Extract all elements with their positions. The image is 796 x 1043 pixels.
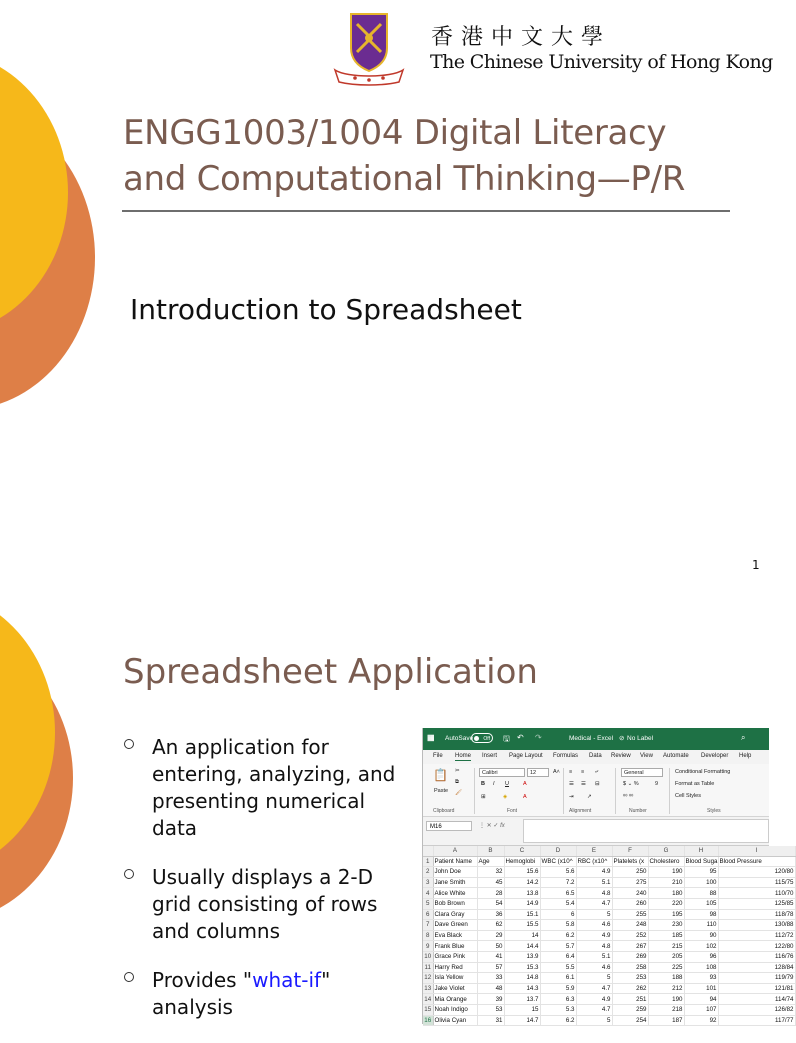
column-header[interactable]: G: [648, 846, 684, 856]
table-row: [423, 973, 795, 984]
tab-file[interactable]: File: [433, 753, 443, 759]
cell[interactable]: 15.1: [504, 909, 540, 920]
bullet-text: An application for entering, analyzing, and presenting numerical data: [152, 735, 396, 840]
cell[interactable]: Patient Name: [433, 856, 477, 867]
cell[interactable]: 4.7: [576, 1004, 612, 1015]
bold-button[interactable]: B: [481, 781, 485, 787]
row-header[interactable]: 13: [424, 985, 432, 993]
align-left-icon[interactable]: ☰: [569, 781, 574, 787]
cell[interactable]: 4.6: [576, 962, 612, 973]
cell[interactable]: 5.1: [576, 877, 612, 888]
cell[interactable]: 220: [648, 898, 684, 909]
row-header[interactable]: 16: [424, 1016, 432, 1024]
cell[interactable]: 248: [612, 920, 648, 931]
bullet-circle-icon: [124, 739, 134, 749]
tab-insert[interactable]: Insert: [482, 753, 498, 759]
cell[interactable]: 251: [612, 994, 648, 1005]
tab-formulas[interactable]: Formulas: [553, 753, 579, 759]
cell[interactable]: 98: [684, 909, 718, 920]
column-header[interactable]: F: [612, 846, 648, 856]
cell[interactable]: Age: [477, 856, 504, 867]
cell[interactable]: 5.7: [540, 941, 576, 952]
row-header[interactable]: 15: [424, 1006, 432, 1014]
slide-spreadsheet-application: [0, 578, 794, 1024]
tab-data[interactable]: Data: [589, 753, 602, 759]
cell[interactable]: 101: [684, 983, 718, 994]
cell[interactable]: 112/72: [718, 930, 795, 941]
ribbon-tabs: [423, 750, 769, 764]
save-icon[interactable]: 🖫: [503, 734, 510, 743]
cell[interactable]: 258: [612, 962, 648, 973]
cell[interactable]: 107: [684, 1004, 718, 1015]
cell[interactable]: 5: [576, 909, 612, 920]
format-painter-icon[interactable]: 🖌: [455, 790, 462, 796]
column-header-row: [423, 846, 795, 856]
cell[interactable]: 13.8: [504, 888, 540, 899]
row-header[interactable]: 12: [424, 974, 432, 982]
cell[interactable]: 188: [648, 973, 684, 984]
cell[interactable]: 110/70: [718, 888, 795, 899]
cell[interactable]: 118/78: [718, 909, 795, 920]
cell[interactable]: Mia Orange: [433, 994, 477, 1005]
cell[interactable]: 4.7: [576, 983, 612, 994]
paste-button[interactable]: Paste: [434, 788, 449, 794]
cell[interactable]: 185: [648, 930, 684, 941]
cell[interactable]: 96: [684, 951, 718, 962]
cell[interactable]: 5.4: [540, 898, 576, 909]
cell[interactable]: Blood Pressure: [718, 856, 795, 867]
table-row: [423, 867, 795, 878]
cell[interactable]: 117/77: [718, 1015, 795, 1026]
fill-color-icon[interactable]: ◈: [503, 794, 508, 800]
formula-input[interactable]: [523, 819, 769, 843]
cell[interactable]: 122/80: [718, 941, 795, 952]
column-header[interactable]: D: [540, 846, 576, 856]
indent-icon[interactable]: ⇥: [569, 794, 574, 800]
table-row: [423, 994, 795, 1005]
cell[interactable]: 210: [648, 877, 684, 888]
bullet-item: [124, 864, 414, 945]
cell[interactable]: 105: [684, 898, 718, 909]
cell[interactable]: 39: [477, 994, 504, 1005]
cell[interactable]: 14.2: [504, 877, 540, 888]
tab-page-layout[interactable]: Page Layout: [509, 753, 543, 759]
page-number: 1: [752, 558, 760, 572]
university-crest-icon: [333, 12, 405, 84]
name-box[interactable]: M16: [426, 821, 472, 831]
cell[interactable]: 180: [648, 888, 684, 899]
number-format-select[interactable]: General: [621, 768, 663, 777]
table-row: [423, 1015, 795, 1026]
cell[interactable]: 14.3: [504, 983, 540, 994]
cell[interactable]: 93: [684, 973, 718, 984]
tab-home[interactable]: Home: [455, 753, 472, 759]
table-row: [423, 983, 795, 994]
bullet-text-suffix: " analysis: [152, 968, 331, 1019]
row-header[interactable]: 2: [423, 867, 433, 878]
table-row: [423, 909, 795, 920]
cell[interactable]: Alice White: [433, 888, 477, 899]
what-if-highlight: what-if: [252, 968, 322, 992]
cell[interactable]: 100: [684, 877, 718, 888]
column-header[interactable]: B: [477, 846, 504, 856]
cell[interactable]: 15.5: [504, 920, 540, 931]
cell[interactable]: 130/88: [718, 920, 795, 931]
cell[interactable]: 115/75: [718, 877, 795, 888]
bullet-text-prefix: Provides ": [152, 968, 253, 992]
cell[interactable]: 116/76: [718, 951, 795, 962]
cell[interactable]: 14.8: [504, 973, 540, 984]
row-header[interactable]: 4: [423, 888, 433, 899]
column-header[interactable]: E: [576, 846, 612, 856]
table-row: [423, 951, 795, 962]
cell[interactable]: 13.9: [504, 951, 540, 962]
cut-icon[interactable]: ✂: [455, 768, 460, 774]
cell[interactable]: 119/79: [718, 973, 795, 984]
cell[interactable]: 5.1: [576, 951, 612, 962]
cell[interactable]: 88: [684, 888, 718, 899]
table-row: [423, 1004, 795, 1015]
formula-icons: ⋮ ✕ ✓ fx: [479, 823, 505, 829]
title-divider: [122, 210, 730, 212]
cell[interactable]: 5: [576, 973, 612, 984]
wrap-text-icon[interactable]: ⤶: [595, 769, 599, 775]
undo-icon[interactable]: ↶: [517, 733, 524, 742]
autosave-toggle[interactable]: Off: [471, 733, 493, 743]
cell[interactable]: Hemoglobi: [504, 856, 540, 867]
cell[interactable]: 4.9: [576, 867, 612, 878]
excel-logo-icon: ▦: [427, 733, 435, 742]
cell[interactable]: 94: [684, 994, 718, 1005]
cell[interactable]: 205: [648, 951, 684, 962]
row-header[interactable]: 1: [423, 856, 433, 867]
column-header[interactable]: H: [684, 846, 718, 856]
bullet-list: [124, 734, 414, 1043]
page-title: [123, 110, 733, 202]
select-all-corner[interactable]: [423, 846, 433, 856]
cell[interactable]: 262: [612, 983, 648, 994]
align-center-icon[interactable]: ☰: [581, 781, 586, 787]
cell[interactable]: 4.9: [576, 930, 612, 941]
cell[interactable]: 5.9: [540, 983, 576, 994]
font-name-select[interactable]: Calibri: [479, 768, 525, 777]
cell[interactable]: 252: [612, 930, 648, 941]
cell[interactable]: 125/85: [718, 898, 795, 909]
cell[interactable]: RBC (x10^: [576, 856, 612, 867]
table-row: [423, 898, 795, 909]
bullet-text: Usually displays a 2-D grid consisting of rows and columns: [152, 865, 378, 943]
cell[interactable]: 6.5: [540, 888, 576, 899]
cell[interactable]: 250: [612, 867, 648, 878]
cell[interactable]: 5.3: [540, 1004, 576, 1015]
font-color-icon[interactable]: A: [523, 781, 527, 787]
slide-subtitle: Introduction to Spreadsheet: [130, 293, 522, 326]
cell[interactable]: 4.9: [576, 994, 612, 1005]
row-header[interactable]: 11: [423, 962, 433, 973]
cell[interactable]: 7.2: [540, 877, 576, 888]
cell[interactable]: 5.5: [540, 962, 576, 973]
cell[interactable]: 62: [477, 920, 504, 931]
cell[interactable]: 187: [648, 1015, 684, 1026]
cell[interactable]: 275: [612, 877, 648, 888]
cell[interactable]: Bob Brown: [433, 898, 477, 909]
search-icon[interactable]: ⌕: [741, 733, 746, 742]
orientation-icon[interactable]: ↗: [587, 794, 592, 800]
tab-review[interactable]: Review: [611, 753, 631, 759]
cell[interactable]: 102: [684, 941, 718, 952]
cell[interactable]: 6.3: [540, 994, 576, 1005]
cell[interactable]: 14.9: [504, 898, 540, 909]
row-header[interactable]: 7: [423, 920, 433, 931]
bullet-item: [124, 734, 414, 842]
cell[interactable]: Platelets (x: [612, 856, 648, 867]
cell[interactable]: Cholestero: [648, 856, 684, 867]
table-row: [423, 920, 795, 931]
cell[interactable]: 29: [477, 930, 504, 941]
cell[interactable]: Jane Smith: [433, 877, 477, 888]
tab-automate[interactable]: Automate: [663, 753, 689, 759]
align-middle-icon[interactable]: ≡: [581, 769, 585, 775]
cell[interactable]: 6.2: [540, 1015, 576, 1026]
group-label-number: Number: [629, 808, 647, 814]
cell[interactable]: 259: [612, 1004, 648, 1015]
cell[interactable]: 5.8: [540, 920, 576, 931]
font-size-select[interactable]: 12: [527, 768, 549, 777]
cell[interactable]: 225: [648, 962, 684, 973]
cell[interactable]: 14.7: [504, 1015, 540, 1026]
cell[interactable]: 31: [477, 1015, 504, 1026]
cell[interactable]: 5.6: [540, 867, 576, 878]
table-row: [423, 962, 795, 973]
cell[interactable]: 254: [612, 1015, 648, 1026]
row-header[interactable]: 5: [423, 898, 433, 909]
slide-title-heading: Spreadsheet Application: [123, 652, 538, 692]
table-row: [423, 930, 795, 941]
tab-help[interactable]: Help: [739, 753, 752, 759]
autosave-label: AutoSave: [445, 735, 474, 742]
excel-screenshot: [422, 728, 794, 1024]
group-label-clipboard: Clipboard: [433, 808, 455, 814]
cell[interactable]: Grace Pink: [433, 951, 477, 962]
cell[interactable]: 32: [477, 867, 504, 878]
cell[interactable]: Isla Yellow: [433, 973, 477, 984]
cell[interactable]: 90: [684, 930, 718, 941]
cell[interactable]: 15: [504, 1004, 540, 1015]
worksheet-grid[interactable]: [423, 845, 794, 1026]
italic-button[interactable]: I: [493, 781, 495, 787]
cell[interactable]: 218: [648, 1004, 684, 1015]
row-header[interactable]: 8: [423, 930, 433, 941]
column-header[interactable]: A: [433, 846, 477, 856]
cell[interactable]: Frank Blue: [433, 941, 477, 952]
cell[interactable]: 4.6: [576, 920, 612, 931]
cell[interactable]: 230: [648, 920, 684, 931]
university-name-chinese: 香港中文大學: [431, 25, 612, 50]
cell[interactable]: 33: [477, 973, 504, 984]
row-header[interactable]: 14: [424, 995, 432, 1003]
university-name-english: The Chinese University of Hong Kong: [430, 51, 773, 73]
table-row: [423, 888, 795, 899]
tab-developer[interactable]: Developer: [701, 753, 729, 759]
worksheet-table: [423, 846, 796, 1026]
file-title: Medical - Excel: [569, 735, 614, 742]
table-row: [423, 856, 795, 867]
sensitivity-label[interactable]: No Label: [627, 735, 654, 742]
cell[interactable]: 53: [477, 1004, 504, 1015]
cell[interactable]: Olivia Cyan: [433, 1015, 477, 1026]
cell[interactable]: Eva Black: [433, 930, 477, 941]
fx-icon[interactable]: fx: [500, 823, 505, 829]
row-header[interactable]: 6: [423, 909, 433, 920]
ribbon-home: [423, 764, 769, 817]
cell[interactable]: 215: [648, 941, 684, 952]
group-label-font: Font: [507, 808, 518, 814]
cell[interactable]: 255: [612, 909, 648, 920]
cell[interactable]: 108: [684, 962, 718, 973]
cell[interactable]: 269: [612, 951, 648, 962]
tab-view[interactable]: View: [640, 753, 653, 759]
cell[interactable]: 57: [477, 962, 504, 973]
group-label-styles: Styles: [707, 808, 721, 814]
bullet-item: [124, 967, 414, 1021]
cell[interactable]: 4.8: [576, 941, 612, 952]
cell[interactable]: Clara Gray: [433, 909, 477, 920]
cell[interactable]: Dave Green: [433, 920, 477, 931]
cell[interactable]: 120/80: [718, 867, 795, 878]
cell[interactable]: 253: [612, 973, 648, 984]
cell[interactable]: 190: [648, 994, 684, 1005]
cell[interactable]: Blood Suga: [685, 857, 718, 865]
cell[interactable]: Jake Violet: [433, 983, 477, 994]
cell[interactable]: 212: [648, 983, 684, 994]
column-header[interactable]: C: [504, 846, 540, 856]
row-header[interactable]: 3: [423, 877, 433, 888]
cell[interactable]: 15.3: [504, 962, 540, 973]
cell[interactable]: 92: [684, 1015, 718, 1026]
cell[interactable]: 48: [477, 983, 504, 994]
cell[interactable]: 50: [477, 941, 504, 952]
cell[interactable]: 95: [684, 867, 718, 878]
redo-icon[interactable]: ↷: [535, 733, 542, 742]
text-color-icon[interactable]: A: [523, 794, 527, 800]
cell[interactable]: 195: [648, 909, 684, 920]
cell[interactable]: 6: [540, 909, 576, 920]
cell[interactable]: 41: [477, 951, 504, 962]
row-header[interactable]: 9: [423, 941, 433, 952]
cell[interactable]: 28: [477, 888, 504, 899]
cell[interactable]: 240: [612, 888, 648, 899]
bullet-circle-icon: [124, 869, 134, 879]
align-top-icon[interactable]: ≡: [569, 769, 573, 775]
table-row: [423, 877, 795, 888]
column-header[interactable]: I: [718, 846, 795, 856]
cell[interactable]: 13.7: [504, 994, 540, 1005]
cell[interactable]: 4.8: [576, 888, 612, 899]
row-header[interactable]: 10: [424, 953, 432, 961]
decimal-icon[interactable]: ⁰⁰ ⁰⁰: [623, 794, 634, 800]
cell[interactable]: Noah Indigo: [433, 1004, 477, 1015]
format-as-table-button[interactable]: Format as Table: [675, 781, 715, 787]
cell[interactable]: 260: [612, 898, 648, 909]
excel-titlebar: [423, 728, 769, 750]
copy-icon[interactable]: ⧉: [455, 779, 459, 785]
title-line-1: ENGG1003/1004 Digital Literacy: [123, 113, 667, 153]
cell[interactable]: 14: [504, 930, 540, 941]
cell[interactable]: 14.4: [504, 941, 540, 952]
cell[interactable]: 114/74: [718, 994, 795, 1005]
conditional-formatting-button[interactable]: Conditional Formatting: [675, 769, 731, 775]
cell[interactable]: 36: [477, 909, 504, 920]
table-row: [423, 941, 795, 952]
currency-icon[interactable]: $ ⌄ %: [623, 781, 639, 787]
cell[interactable]: 267: [612, 941, 648, 952]
cell[interactable]: 128/84: [718, 962, 795, 973]
cell[interactable]: 54: [477, 898, 504, 909]
cell[interactable]: 5: [576, 1015, 612, 1026]
cell-styles-button[interactable]: Cell Styles: [675, 793, 701, 799]
cell[interactable]: 110: [684, 920, 718, 931]
cell[interactable]: Harry Red: [433, 962, 477, 973]
underline-button[interactable]: U: [505, 781, 509, 787]
university-logo: [333, 12, 773, 84]
cell[interactable]: 6.4: [540, 951, 576, 962]
cell[interactable]: 6.1: [540, 973, 576, 984]
sensitivity-icon: ⊘: [619, 735, 625, 742]
cell[interactable]: John Doe: [433, 867, 477, 878]
borders-icon[interactable]: ⊞: [481, 794, 486, 800]
paste-icon[interactable]: 📋: [433, 768, 448, 782]
group-label-alignment: Alignment: [569, 808, 592, 814]
merge-icon[interactable]: ⊟: [595, 781, 600, 787]
cell[interactable]: 6.2: [540, 930, 576, 941]
cell[interactable]: 15.6: [504, 867, 540, 878]
cell[interactable]: WBC (x10^: [540, 856, 576, 867]
grow-font-icon[interactable]: A˄: [553, 769, 560, 775]
comma-icon[interactable]: 9: [655, 781, 659, 787]
bullet-circle-icon: [124, 972, 134, 982]
formula-bar-area: [423, 817, 769, 845]
cell[interactable]: 126/82: [718, 1004, 795, 1015]
title-line-2: and Computational Thinking—P/R: [123, 159, 686, 199]
cell[interactable]: 45: [477, 877, 504, 888]
cell[interactable]: 190: [648, 867, 684, 878]
cell[interactable]: 4.7: [576, 898, 612, 909]
cell[interactable]: 121/81: [718, 983, 795, 994]
